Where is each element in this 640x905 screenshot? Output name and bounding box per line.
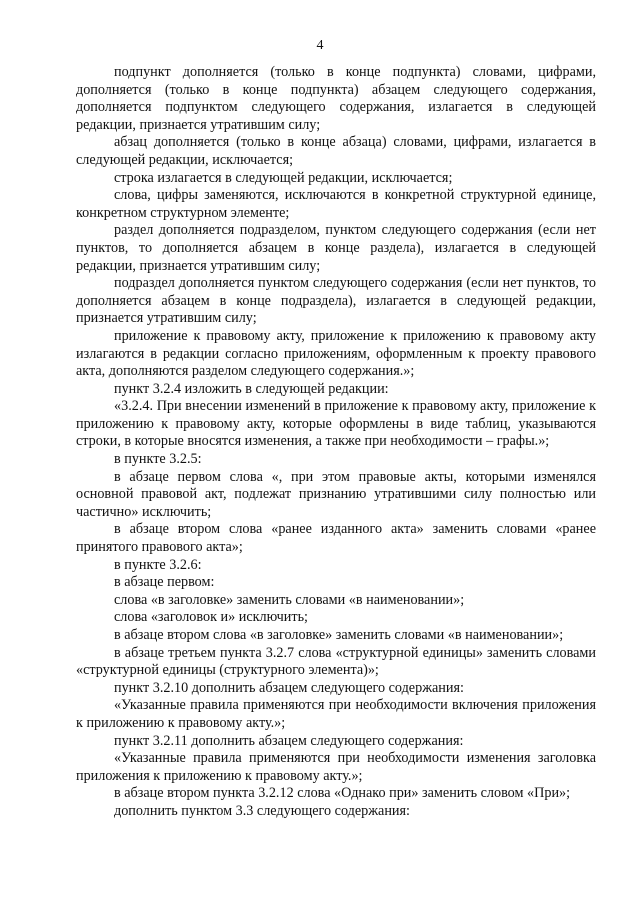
paragraph: приложение к правовому акту, приложение к приложению к правовому акту излагаются в редакции согласно приложениям, оформленным к проекту правового акта, дополняются разделом следующего содержания.»; bbox=[76, 327, 596, 380]
paragraph: «Указанные правила применяются при необходимости изменения заголовка приложения к приложению к правовому акту.»; bbox=[76, 750, 596, 784]
paragraph: строка излагается в следующей редакции, исключается; bbox=[114, 169, 453, 186]
paragraph: в пункте 3.2.6: bbox=[114, 556, 202, 573]
paragraph: слова, цифры заменяются, исключаются в конкретной структурной единице, конкретном структурном элементе; bbox=[76, 187, 596, 221]
paragraph: пункт 3.2.10 дополнить абзацем следующего содержания: bbox=[114, 679, 464, 696]
paragraph: дополнить пунктом 3.3 следующего содержания: bbox=[114, 802, 410, 819]
paragraph: абзац дополняется (только в конце абзаца) словами, цифрами, излагается в следующей редакции, исключается; bbox=[76, 134, 596, 168]
paragraph: слова «в заголовке» заменить словами «в наименовании»; bbox=[114, 591, 465, 608]
paragraph: «3.2.4. При внесении изменений в приложение к правовому акту, приложение к приложению к правовому акту, которые оформлены в виде таблиц, указываются строки, в которые вносятся изменения, а также при необходимости – графы.»; bbox=[76, 398, 596, 450]
paragraph: «Указанные правила применяются при необходимости включения приложения к приложению к правовому акту.»; bbox=[76, 697, 596, 731]
paragraph: пункт 3.2.11 дополнить абзацем следующего содержания: bbox=[114, 732, 464, 749]
paragraph: пункт 3.2.4 изложить в следующей редакции: bbox=[114, 380, 389, 397]
paragraph: в абзаце первом слова «, при этом правовые акты, которыми изменялся основной правовой акт, подлежат признанию утратившими силу полностью или частично» исключить; bbox=[76, 468, 596, 520]
paragraph: в абзаце втором пункта 3.2.12 слова «Однако при» заменить словом «При»; bbox=[114, 785, 571, 802]
page-number: 4 bbox=[316, 38, 324, 53]
paragraph: в абзаце втором слова «в заголовке» заменить словами «в наименовании»; bbox=[114, 627, 564, 643]
paragraph: в абзаце третьем пункта 3.2.7 слова «структурной единицы» заменить словами «структурной единицы (структурного элемента)»; bbox=[76, 644, 596, 679]
paragraph: слова «заголовок и» исключить; bbox=[114, 609, 308, 626]
paragraph: в пункте 3.2.5: bbox=[114, 451, 202, 468]
paragraph: в абзаце первом: bbox=[114, 574, 215, 591]
paragraph: подпункт дополняется (только в конце подпункта) словами, цифрами, дополняется (только в конце подпункта) абзацем следующего содержания, дополняется подпунктом следующего содержания, излагается в следующей редакции, признается утратившим силу; bbox=[76, 64, 596, 133]
paragraph: подраздел дополняется пунктом следующего содержания (если нет пунктов, то дополняется абзацем в конце подраздела), излагается в следующей редакции, признается утратившим силу; bbox=[76, 275, 596, 327]
paragraph: в абзаце втором слова «ранее изданного акта» заменить словами «ранее принятого правового акта»; bbox=[76, 521, 596, 556]
paragraph: раздел дополняется подразделом, пунктом следующего содержания (если нет пунктов, то дополняется абзацем в конце раздела), излагается в следующей редакции, признается утратившим силу; bbox=[76, 222, 596, 274]
document-body bbox=[76, 64, 596, 821]
